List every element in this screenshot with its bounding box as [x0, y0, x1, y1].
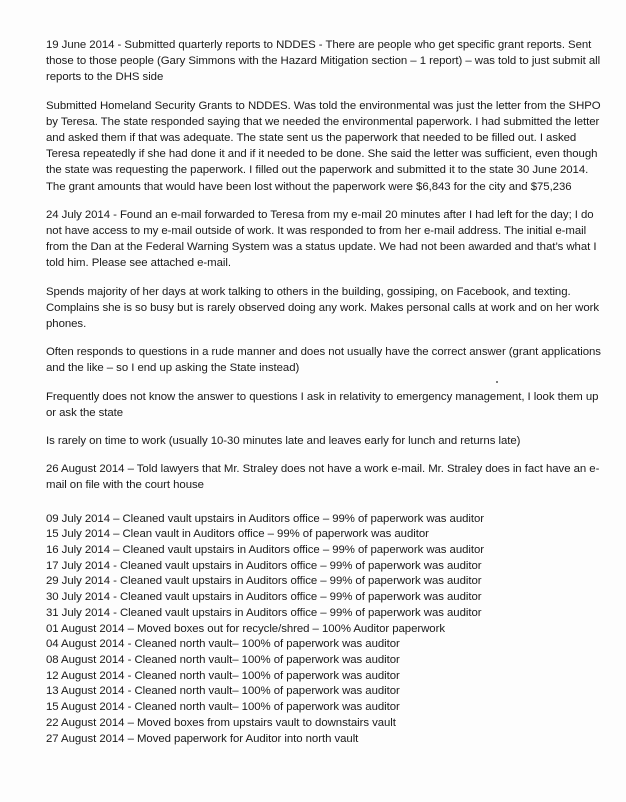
document-body: [46, 37, 608, 747]
log-entry: 30 July 2014 - Cleaned vault upstairs in Auditors office – 99% of paperwork was auditor: [46, 591, 482, 604]
log-entry: 16 July 2014 – Cleaned vault upstairs in Auditors office – 99% of paperwork was auditor: [46, 544, 485, 557]
log-entry: 31 July 2014 - Cleaned vault upstairs in Auditors office – 99% of paperwork was auditor: [46, 606, 482, 619]
paragraph-work-habits: Spends majority of her days at work talking to others in the building, gossiping, on Facebook, and texting. Complains she is so busy but is rarely observed doing any work. Makes personal calls at work and on her work phones.: [46, 285, 600, 331]
log-entry: 08 August 2014 - Cleaned north vault– 100% of paperwork was auditor: [46, 654, 400, 666]
paragraph-lawyers-email: 26 August 2014 – Told lawyers that Mr. Straley does not have a work e-mail. Mr. Straley does in fact have an e-mail on file with the court house: [46, 463, 600, 492]
vault-cleaning-log: [46, 512, 608, 748]
log-entry: 27 August 2014 – Moved paperwork for Auditor into north vault: [46, 732, 359, 745]
log-entry: 15 August 2014 - Cleaned north vault– 100% of paperwork was auditor: [46, 701, 400, 714]
log-entry: 22 August 2014 – Moved boxes from upstairs vault to downstairs vault: [46, 716, 396, 729]
paragraph-punctuality: Is rarely on time to work (usually 10-30 minutes late and leaves early for lunch and returns late): [46, 435, 521, 448]
log-entry: 04 August 2014 - Cleaned north vault– 100% of paperwork was auditor: [46, 638, 400, 651]
log-entry: 15 July 2014 – Clean vault in Auditors office – 99% of paperwork was auditor: [46, 528, 429, 541]
paragraph-emergency-questions: Frequently does not know the answer to questions I ask in relativity to emergency management, I look them up or ask the state: [46, 390, 599, 419]
paragraph-quarterly-reports: 19 June 2014 - Submitted quarterly reports to NDDES - There are people who get specific grant reports. Sent those to those people (Gary Simmons with the Hazard Mitigation section – 1 report) – was told to just submit all reports to the DHS side: [46, 39, 601, 84]
log-entry: 12 August 2014 - Cleaned north vault– 100% of paperwork was auditor: [46, 669, 400, 682]
log-entry: 17 July 2014 - Cleaned vault upstairs in Auditors office – 99% of paperwork was auditor: [46, 559, 482, 572]
log-entry: 13 August 2014 - Cleaned north vault– 100% of paperwork was auditor: [46, 685, 400, 698]
scan-speck: [496, 381, 498, 383]
paragraph-rude-responses: Often responds to questions in a rude manner and does not usually have the correct answer (grant applications and the like – so I end up asking the State instead): [46, 346, 601, 375]
paragraph-homeland-security-grants: Submitted Homeland Security Grants to NDDES. Was told the environmental was just the letter from the SHPO by Teresa. The state responded saying that we needed the environmental paperwork. I had submitted the letter and asked them if that was adequate. The state sent us the paperwork that needed to be filled out. I asked Teresa repeatedly if she had done it and if it needed to be done. She said the letter was sufficient, even though the state was requesting the paperwork. I filled out the paperwork and submitted it to the state 30 June 2014. The grant amounts that would have been lost without the paperwork were $6,843 for the city and $75,236: [46, 99, 601, 193]
log-entry: 29 July 2014 - Cleaned vault upstairs in Auditors office – 99% of paperwork was auditor: [46, 575, 482, 588]
log-entry: 09 July 2014 – Cleaned vault upstairs in Auditors office – 99% of paperwork was auditor: [46, 512, 485, 525]
paragraph-forwarded-email: 24 July 2014 - Found an e-mail forwarded to Teresa from my e-mail 20 minutes after I had left for the day; I do not have access to my e-mail outside of work. It was responded to from her e-mail address. The initial e-mail from the Dan at the Federal Warning System was a status update. We had not been awarded and that’s what I told him. Please see attached e-mail.: [46, 208, 597, 270]
log-entry: 01 August 2014 – Moved boxes out for recycle/shred – 100% Auditor paperwork: [46, 622, 445, 635]
